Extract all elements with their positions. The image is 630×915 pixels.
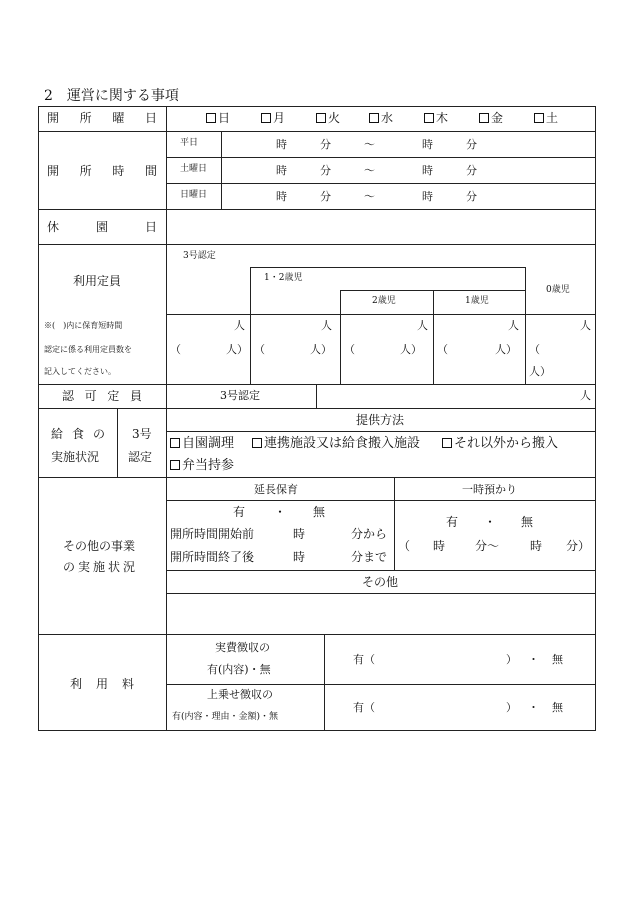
closed-days-label: 休 園 日 xyxy=(47,220,157,234)
hours-saturday-minute: 分 xyxy=(320,164,331,177)
meal-other-delivery-checkbox[interactable]: それ以外から搬入 xyxy=(442,437,558,450)
extended-yes: 有 xyxy=(233,505,246,519)
hours-sunday-minute2: 分 xyxy=(466,190,477,203)
capacity-short-age1-open: （ xyxy=(437,343,448,356)
capacity-note-line2: 認定に係る利用定員数を xyxy=(44,345,132,354)
meal-label-line2: 実施状況 xyxy=(51,450,100,464)
capacity-note-line1: ※( )内に保育短時間 xyxy=(44,321,123,330)
day-mon-checkbox[interactable]: 月 xyxy=(261,112,285,124)
temporary-hour2: 時 xyxy=(530,539,543,553)
hours-sunday-hour: 時 xyxy=(276,190,287,203)
capacity-cert3-person: 人 xyxy=(234,319,245,332)
fee-actual-line2: 有(内容)・無 xyxy=(207,663,271,676)
temporary-dot: ・ xyxy=(484,515,497,529)
fee-actual-close: ） xyxy=(506,653,517,666)
temporary-yes: 有 xyxy=(446,515,459,529)
capacity-label: 利用定員 xyxy=(73,274,122,288)
meal-label-line1: 給 食 の xyxy=(51,427,105,441)
fee-actual-no: 無 xyxy=(552,653,563,666)
capacity-short-cert3-open: （ xyxy=(170,343,181,356)
fee-actual-dot: ・ xyxy=(528,653,539,666)
extended-care-header: 延長保育 xyxy=(254,483,298,496)
hours-saturday-label: 土曜日 xyxy=(180,164,208,174)
extended-before-label: 開所時間開始前 xyxy=(170,527,255,541)
capacity-age2-person: 人 xyxy=(417,319,428,332)
other-business-label-line2: の 実 施 状 況 xyxy=(63,560,135,574)
capacity-short-age1-close: 人） xyxy=(495,343,517,356)
capacity-short-age0-close: 人） xyxy=(529,365,551,378)
temporary-min-tilde: 分～ xyxy=(475,539,500,553)
fee-extra-close: ） xyxy=(506,701,517,714)
day-thu-checkbox[interactable]: 木 xyxy=(424,112,448,124)
capacity-short-age0-open: （ xyxy=(529,343,540,356)
capacity-cert3-label: 3号認定 xyxy=(183,251,216,261)
extended-after-until: 分まで xyxy=(351,550,388,564)
approved-cert3-label: 3号認定 xyxy=(220,389,260,402)
hours-saturday-minute2: 分 xyxy=(466,164,477,177)
hours-weekday-label: 平日 xyxy=(180,138,199,148)
hours-weekday-tilde: ～ xyxy=(364,138,375,151)
hours-sunday-minute: 分 xyxy=(320,190,331,203)
meal-cert-line1: 3号 xyxy=(132,427,152,441)
capacity-age0-person: 人 xyxy=(580,319,591,332)
extended-no: 無 xyxy=(313,505,326,519)
fee-extra-yes: 有（ xyxy=(353,701,375,714)
hours-sunday-tilde: ～ xyxy=(364,190,375,203)
capacity-short-age2-open: （ xyxy=(344,343,355,356)
hours-saturday-hour: 時 xyxy=(276,164,287,177)
fee-actual-line1: 実費徴収の xyxy=(215,641,270,654)
hours-sunday-label: 日曜日 xyxy=(180,190,208,200)
hours-saturday-tilde: ～ xyxy=(364,164,375,177)
days-label: 開 所 曜 日 xyxy=(47,111,157,125)
capacity-short-age2-close: 人） xyxy=(400,343,422,356)
capacity-note-line3: 記入してください。 xyxy=(44,367,116,376)
fee-extra-no: 無 xyxy=(552,701,563,714)
meal-method-header: 提供方法 xyxy=(356,413,405,427)
meal-bento-checkbox[interactable]: 弁当持参 xyxy=(170,459,234,472)
meal-partner-delivery-checkbox[interactable]: 連携施設又は給食搬入施設 xyxy=(252,437,420,450)
day-sun-checkbox[interactable]: 日 xyxy=(206,112,230,124)
temporary-no: 無 xyxy=(521,515,534,529)
hours-sunday-hour2: 時 xyxy=(422,190,433,203)
hours-weekday-minute2: 分 xyxy=(466,138,477,151)
meal-cert-line2: 認定 xyxy=(128,450,153,464)
capacity-short-age12-close: 人） xyxy=(310,343,332,356)
capacity-age2-label: 2歳児 xyxy=(372,296,396,306)
capacity-age0-label: 0歳児 xyxy=(546,285,570,295)
capacity-age12-label: 1・2歳児 xyxy=(264,273,303,283)
other-business-label-line1: その他の事業 xyxy=(63,539,136,553)
hours-saturday-hour2: 時 xyxy=(422,164,433,177)
extended-before-hour: 時 xyxy=(293,527,306,541)
meal-own-kitchen-checkbox[interactable]: 自園調理 xyxy=(170,437,234,450)
extended-dot: ・ xyxy=(274,505,287,519)
hours-weekday-minute: 分 xyxy=(320,138,331,151)
fee-extra-dot: ・ xyxy=(528,701,539,714)
temporary-close: 分） xyxy=(566,539,591,553)
capacity-short-cert3-close: 人） xyxy=(226,343,248,356)
fee-actual-yes: 有（ xyxy=(353,653,375,666)
approved-person: 人 xyxy=(580,389,591,402)
other-misc-header: その他 xyxy=(362,575,399,589)
fee-extra-line2: 有(内容・理由・金額)・無 xyxy=(172,712,279,722)
capacity-age12-person: 人 xyxy=(321,319,332,332)
capacity-age1-person: 人 xyxy=(508,319,519,332)
day-tue-checkbox[interactable]: 火 xyxy=(316,112,340,124)
temporary-care-header: 一時預かり xyxy=(462,483,517,496)
day-wed-checkbox[interactable]: 水 xyxy=(369,112,393,124)
approved-capacity-label: 認 可 定 員 xyxy=(62,389,142,403)
capacity-age1-label: 1歳児 xyxy=(465,296,489,306)
extended-after-label: 開所時間終了後 xyxy=(170,550,255,564)
temporary-hour: 時 xyxy=(433,539,446,553)
day-sat-checkbox[interactable]: 土 xyxy=(534,112,558,124)
hours-label: 開 所 時 間 xyxy=(47,164,157,178)
fee-label: 利 用 料 xyxy=(70,677,134,691)
section-heading: 2 運営に関する事項 xyxy=(44,88,179,104)
fee-extra-line1: 上乗せ徴収の xyxy=(207,688,273,701)
hours-weekday-hour2: 時 xyxy=(422,138,433,151)
capacity-short-age12-open: （ xyxy=(254,343,265,356)
hours-weekday-hour: 時 xyxy=(276,138,287,151)
extended-after-hour: 時 xyxy=(293,550,306,564)
temporary-open-paren: （ xyxy=(398,539,411,553)
day-fri-checkbox[interactable]: 金 xyxy=(479,112,503,124)
extended-before-from: 分から xyxy=(351,527,388,541)
